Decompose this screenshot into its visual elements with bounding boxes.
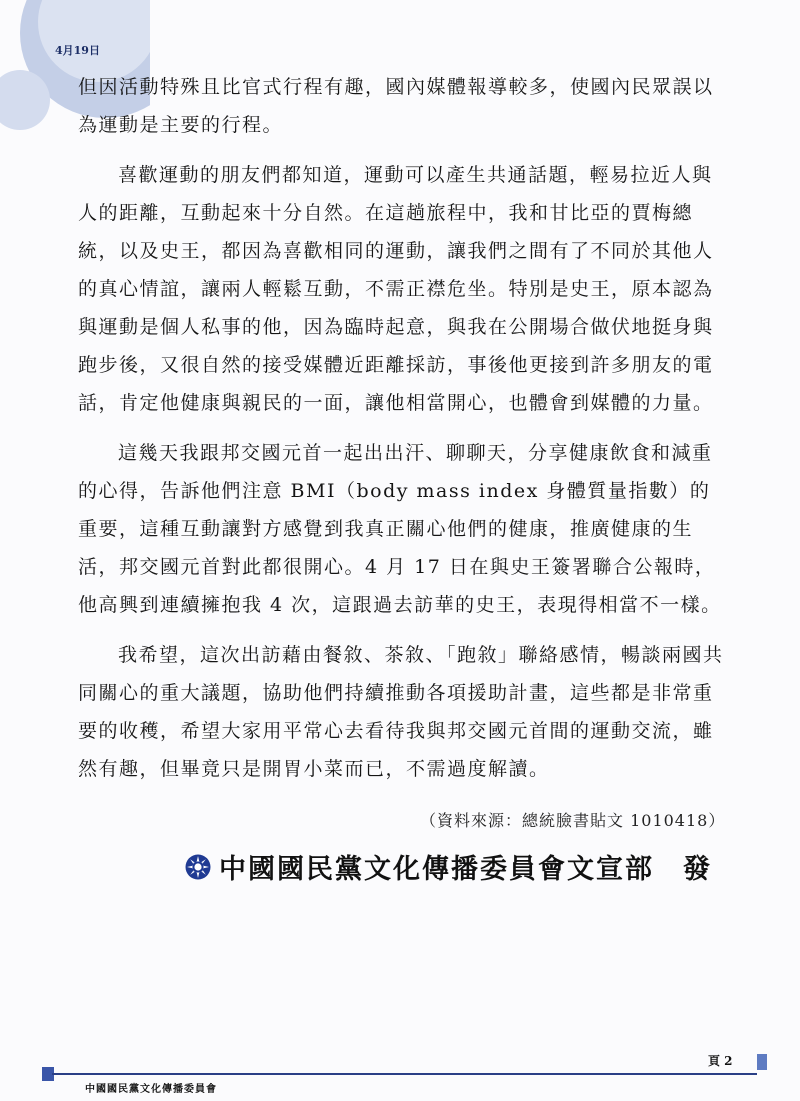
- paragraph-4: 我希望，這次出訪藉由餐敘、茶敘、「跑敘」聯絡感情，暢談兩國共同關心的重大議題，協助他們持續推動各項援助計畫，這些都是非常重要的收穫，希望大家用平常心去看待我與邦交國元首間的運動交流，雖然有趣，但畢竟只是開胃小菜而已，不需過度解讀。: [78, 644, 724, 780]
- paragraph-1: 但因活動特殊且比官式行程有趣，國內媒體報導較多，使國內民眾誤以為運動是主要的行程。: [78, 76, 714, 136]
- footer-marker-right: [757, 1054, 767, 1070]
- footer-rule: [52, 1073, 757, 1075]
- kmt-sun-emblem-icon: [185, 854, 211, 880]
- article-body: [78, 68, 728, 788]
- page-number: 頁 2: [708, 1054, 733, 1068]
- paragraph-2: 喜歡運動的朋友們都知道，運動可以產生共通話題，輕易拉近人與人的距離，互動起來十分自然。在這趟旅程中，我和甘比亞的賈梅總統，以及史王，都因為喜歡相同的運動，讓我們之間有了不同於其他人的真心情誼，讓兩人輕鬆互動，不需正襟危坐。特別是史王，原本認為與運動是個人私事的他，因為臨時起意，與我在公開場合做伏地挺身與跑步後，又很自然的接受媒體近距離採訪，事後他更接到許多朋友的電話，肯定他健康與親民的一面，讓他相當開心，也體會到媒體的力量。: [78, 164, 714, 414]
- footer-organization: 中國國民黨文化傳播委員會: [85, 1084, 217, 1095]
- signature-line: [185, 847, 712, 886]
- header-date: 4月19日: [55, 44, 100, 57]
- signature-text: 中國國民黨文化傳播委員會文宣部 發: [219, 854, 712, 885]
- paragraph-3: 這幾天我跟邦交國元首一起出出汗、聊聊天，分享健康飲食和減重的心得，告訴他們注意 BMI（body mass index 身體質量指數）的重要，這種互動讓對方感覺到我真正關心他們的健康，推廣健康的生活，邦交國元首對此都很開心。4 月 17 日在與史王簽署聯合公報時，他高興到連續擁抱我 4 次，這跟過去訪華的史王，表現得相當不一樣。: [78, 442, 722, 616]
- source-citation: （資料來源：總統臉書貼文 1010418）: [420, 811, 726, 830]
